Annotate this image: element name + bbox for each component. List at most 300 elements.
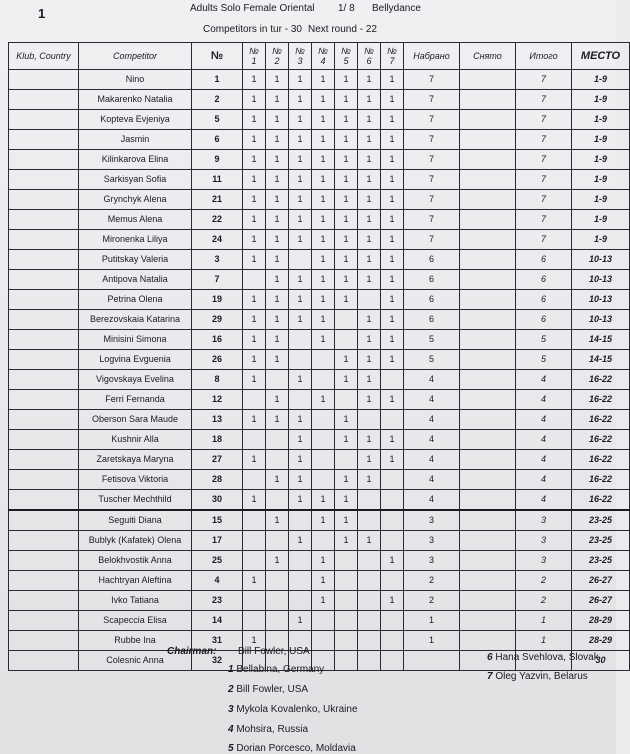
judge-mark xyxy=(335,390,358,410)
nabrano-cell: 4 xyxy=(404,490,460,511)
competitor-number: 15 xyxy=(192,510,243,531)
judge-mark xyxy=(289,250,312,270)
competitor-number: 13 xyxy=(192,410,243,430)
judge-mark: 1 xyxy=(243,490,266,511)
competitor-number: 18 xyxy=(192,430,243,450)
table-row xyxy=(9,490,630,511)
judge-mark xyxy=(358,510,381,531)
itogo-cell: 7 xyxy=(516,110,572,130)
judge-mark: 1 xyxy=(266,210,289,230)
judge-mark: 1 xyxy=(289,170,312,190)
judge-header-1: № 1 xyxy=(243,43,266,70)
table-row xyxy=(9,370,630,390)
judge-mark: 1 xyxy=(266,510,289,531)
judge-mark: 1 xyxy=(335,190,358,210)
snyato-cell xyxy=(460,230,516,250)
snyato-cell xyxy=(460,571,516,591)
judge-number: 5 xyxy=(228,743,234,754)
judge-mark xyxy=(312,350,335,370)
place-cell: 14-15 xyxy=(572,330,630,350)
itogo-cell: 4 xyxy=(516,410,572,430)
judge-mark: 1 xyxy=(289,370,312,390)
competitor-number: 28 xyxy=(192,470,243,490)
club-cell xyxy=(9,631,79,651)
judge-mark: 1 xyxy=(358,330,381,350)
judge-mark: 1 xyxy=(335,70,358,90)
itogo-cell: 6 xyxy=(516,270,572,290)
judge-mark xyxy=(289,390,312,410)
judge-mark: 1 xyxy=(335,510,358,531)
competitor-number: 11 xyxy=(192,170,243,190)
snyato-cell xyxy=(460,130,516,150)
place-cell: 1-9 xyxy=(572,230,630,250)
judge-mark: 1 xyxy=(312,150,335,170)
itogo-cell: 7 xyxy=(516,70,572,90)
nabrano-cell: 2 xyxy=(404,591,460,611)
club-header: Klub, Country xyxy=(9,43,79,70)
judge-mark: 1 xyxy=(358,350,381,370)
judge-mark: 1 xyxy=(312,230,335,250)
judge-mark: 1 xyxy=(381,110,404,130)
judge-mark: 1 xyxy=(358,230,381,250)
judge-mark: 1 xyxy=(335,150,358,170)
judge-mark: 1 xyxy=(289,430,312,450)
judge-mark xyxy=(243,551,266,571)
judge-mark: 1 xyxy=(243,450,266,470)
judge-mark xyxy=(335,631,358,651)
judge-mark: 1 xyxy=(289,410,312,430)
snyato-cell xyxy=(460,591,516,611)
nabrano-cell: 7 xyxy=(404,150,460,170)
club-cell xyxy=(9,170,79,190)
judge-mark: 1 xyxy=(358,250,381,270)
results-body xyxy=(9,70,630,671)
judge-mark: 1 xyxy=(289,190,312,210)
judge-mark: 1 xyxy=(381,270,404,290)
judge-mark: 1 xyxy=(266,410,289,430)
table-row xyxy=(9,631,630,651)
header-row xyxy=(9,43,630,70)
itogo-cell: 5 xyxy=(516,330,572,350)
judge-mark xyxy=(335,591,358,611)
competitor-number: 32 xyxy=(192,651,243,671)
club-cell xyxy=(9,70,79,90)
nabrano-cell: 4 xyxy=(404,430,460,450)
judge-mark xyxy=(243,591,266,611)
competitor-number: 9 xyxy=(192,150,243,170)
judge-mark xyxy=(243,531,266,551)
table-row xyxy=(9,130,630,150)
judge-mark xyxy=(289,551,312,571)
judge-mark: 1 xyxy=(381,350,404,370)
club-cell xyxy=(9,531,79,551)
judge-mark: 1 xyxy=(312,510,335,531)
itogo-cell: 3 xyxy=(516,531,572,551)
judge-header-7: № 7 xyxy=(381,43,404,70)
judge-mark: 1 xyxy=(381,150,404,170)
club-cell xyxy=(9,510,79,531)
itogo-cell: 7 xyxy=(516,190,572,210)
judge-mark xyxy=(243,510,266,531)
itogo-cell: 6 xyxy=(516,310,572,330)
nabrano-cell: 7 xyxy=(404,230,460,250)
itogo-cell: 2 xyxy=(516,571,572,591)
competitor-number: 14 xyxy=(192,611,243,631)
judge-mark xyxy=(381,410,404,430)
judge-mark: 1 xyxy=(266,250,289,270)
judge-mark xyxy=(243,611,266,631)
judge-name: Bill Fowler, USA xyxy=(236,684,309,695)
judge-mark: 1 xyxy=(289,110,312,130)
judge-mark xyxy=(381,531,404,551)
judge-mark xyxy=(266,490,289,511)
competitor-number: 26 xyxy=(192,350,243,370)
judge-mark: 1 xyxy=(335,90,358,110)
club-cell xyxy=(9,611,79,631)
judge-mark: 1 xyxy=(312,250,335,270)
nabrano-cell: 4 xyxy=(404,390,460,410)
table-row xyxy=(9,230,630,250)
judge-mark: 1 xyxy=(358,370,381,390)
competitor-name: Fetisova Viktoria xyxy=(79,470,192,490)
nabrano-cell: 2 xyxy=(404,571,460,591)
club-cell xyxy=(9,591,79,611)
place-cell: 1-9 xyxy=(572,110,630,130)
competitor-name: Nino xyxy=(79,70,192,90)
club-cell xyxy=(9,390,79,410)
judge-mark: 1 xyxy=(358,170,381,190)
judge-mark: 1 xyxy=(381,551,404,571)
judge-mark xyxy=(289,591,312,611)
judge-entry xyxy=(228,724,308,735)
snyato-header: Снято xyxy=(460,43,516,70)
judge-mark: 1 xyxy=(358,210,381,230)
judge-mark: 1 xyxy=(266,470,289,490)
judge-mark xyxy=(289,510,312,531)
nabrano-cell: 4 xyxy=(404,450,460,470)
place-cell: 28-29 xyxy=(572,631,630,651)
judge-mark xyxy=(266,450,289,470)
nabrano-cell: 7 xyxy=(404,90,460,110)
judge-mark: 1 xyxy=(243,70,266,90)
itogo-cell: 4 xyxy=(516,450,572,470)
judge-mark: 1 xyxy=(243,571,266,591)
judge-mark xyxy=(266,370,289,390)
judge-mark: 1 xyxy=(266,230,289,250)
table-row xyxy=(9,330,630,350)
club-cell xyxy=(9,571,79,591)
judge-mark: 1 xyxy=(312,70,335,90)
table-row xyxy=(9,170,630,190)
next-round-value: 22 xyxy=(365,24,377,35)
competitors-label: Competitors in tur - xyxy=(203,24,289,35)
judge-mark: 1 xyxy=(243,90,266,110)
itogo-cell: 5 xyxy=(516,350,572,370)
judge-mark: 1 xyxy=(381,170,404,190)
competitor-name: Kushnir Alla xyxy=(79,430,192,450)
competitor-name: Zaretskaya Maryna xyxy=(79,450,192,470)
judge-number: 7 xyxy=(487,671,493,682)
judge-mark xyxy=(243,270,266,290)
club-cell xyxy=(9,651,79,671)
competitor-name: Scapeccia Elisa xyxy=(79,611,192,631)
place-cell: 26-27 xyxy=(572,571,630,591)
table-row xyxy=(9,190,630,210)
competitor-number: 24 xyxy=(192,230,243,250)
judge-mark: 1 xyxy=(243,410,266,430)
nabrano-cell: 7 xyxy=(404,190,460,210)
place-cell: 1-9 xyxy=(572,170,630,190)
judge-mark: 1 xyxy=(243,250,266,270)
snyato-cell xyxy=(460,170,516,190)
competitor-number: 22 xyxy=(192,210,243,230)
place-cell: 1-9 xyxy=(572,90,630,110)
judge-mark: 1 xyxy=(266,390,289,410)
club-cell xyxy=(9,490,79,511)
judge-mark: 1 xyxy=(289,611,312,631)
judge-entry xyxy=(228,684,308,695)
nabrano-cell: 1 xyxy=(404,631,460,651)
nabrano-cell: 3 xyxy=(404,551,460,571)
judge-name: Bellabina, Germany xyxy=(236,664,325,675)
judge-mark xyxy=(335,651,358,671)
judge-mark: 1 xyxy=(358,450,381,470)
itogo-cell: 4 xyxy=(516,430,572,450)
judge-mark: 1 xyxy=(289,210,312,230)
place-cell: 1-9 xyxy=(572,70,630,90)
judge-mark: 1 xyxy=(243,370,266,390)
judge-number: 4 xyxy=(228,724,234,735)
snyato-cell xyxy=(460,430,516,450)
judge-entry xyxy=(228,664,324,675)
competitor-name: Ivko Tatiana xyxy=(79,591,192,611)
judge-mark xyxy=(312,410,335,430)
itogo-cell: 4 xyxy=(516,370,572,390)
place-cell: 10-13 xyxy=(572,270,630,290)
snyato-cell xyxy=(460,110,516,130)
club-cell xyxy=(9,450,79,470)
judge-entry xyxy=(487,652,599,663)
judge-mark: 1 xyxy=(312,290,335,310)
place-cell: 10-13 xyxy=(572,290,630,310)
itogo-cell: 7 xyxy=(516,150,572,170)
judge-mark xyxy=(335,611,358,631)
judge-mark: 1 xyxy=(312,390,335,410)
place-cell: 14-15 xyxy=(572,350,630,370)
judge-mark: 1 xyxy=(381,190,404,210)
club-cell xyxy=(9,310,79,330)
competitor-name: Hachtryan Aleftina xyxy=(79,571,192,591)
judge-number: 2 xyxy=(228,684,234,695)
judge-mark xyxy=(312,611,335,631)
judge-mark: 1 xyxy=(358,70,381,90)
judge-mark xyxy=(358,651,381,671)
judge-mark: 1 xyxy=(312,210,335,230)
itogo-cell: 7 xyxy=(516,90,572,110)
table-row xyxy=(9,310,630,330)
snyato-cell xyxy=(460,510,516,531)
snyato-cell xyxy=(460,531,516,551)
judge-header-3: № 3 xyxy=(289,43,312,70)
judge-mark: 1 xyxy=(266,150,289,170)
judge-mark: 1 xyxy=(335,470,358,490)
place-cell: 10-13 xyxy=(572,310,630,330)
judge-mark: 1 xyxy=(358,150,381,170)
judge-mark: 1 xyxy=(243,130,266,150)
judge-mark: 1 xyxy=(335,250,358,270)
judge-mark xyxy=(335,310,358,330)
competitor-name: Grynchyk Alena xyxy=(79,190,192,210)
table-row xyxy=(9,110,630,130)
competitor-name: Belokhvostik Anna xyxy=(79,551,192,571)
judge-name: Oleg Yazvin, Belarus xyxy=(495,671,588,682)
competitor-number: 3 xyxy=(192,250,243,270)
next-round-label: Next round - xyxy=(308,24,364,35)
snyato-cell xyxy=(460,290,516,310)
snyato-cell xyxy=(460,310,516,330)
competitor-name: Berezovskaia Katarina xyxy=(79,310,192,330)
judge-mark: 1 xyxy=(312,551,335,571)
competitors-count xyxy=(203,24,302,35)
competitor-name: Kopteva Evjeniya xyxy=(79,110,192,130)
judge-mark: 1 xyxy=(243,230,266,250)
club-cell xyxy=(9,210,79,230)
judge-mark xyxy=(266,571,289,591)
number-header: № xyxy=(192,43,243,70)
nabrano-cell: 6 xyxy=(404,290,460,310)
table-row xyxy=(9,430,630,450)
place-cell: 16-22 xyxy=(572,410,630,430)
judge-mark: 1 xyxy=(312,330,335,350)
judge-mark: 1 xyxy=(335,350,358,370)
judge-mark: 1 xyxy=(381,250,404,270)
table-row xyxy=(9,510,630,531)
judge-mark: 1 xyxy=(335,430,358,450)
itogo-header: Итого xyxy=(516,43,572,70)
competitor-number: 23 xyxy=(192,591,243,611)
judge-mark xyxy=(381,651,404,671)
judge-mark xyxy=(312,450,335,470)
competitor-name: Kilinkarova Elina xyxy=(79,150,192,170)
competitor-number: 25 xyxy=(192,551,243,571)
judge-mark: 1 xyxy=(381,310,404,330)
table-row xyxy=(9,450,630,470)
place-cell: 23-25 xyxy=(572,510,630,531)
competitor-number: 31 xyxy=(192,631,243,651)
club-cell xyxy=(9,410,79,430)
judge-name: Hana Svehlova, Slovak xyxy=(495,652,599,663)
table-row xyxy=(9,410,630,430)
nabrano-cell: 3 xyxy=(404,510,460,531)
club-cell xyxy=(9,270,79,290)
judge-number: 6 xyxy=(487,652,493,663)
judge-mark: 1 xyxy=(335,410,358,430)
place-cell: 16-22 xyxy=(572,470,630,490)
judge-mark: 1 xyxy=(243,210,266,230)
club-cell xyxy=(9,90,79,110)
judge-name: Mohsira, Russia xyxy=(236,724,309,735)
judge-header-5: № 5 xyxy=(335,43,358,70)
chairman-name: Bill Fowler, USA xyxy=(238,646,310,657)
judge-mark: 1 xyxy=(312,571,335,591)
club-cell xyxy=(9,350,79,370)
table-row xyxy=(9,150,630,170)
mesto-header: МЕСТО xyxy=(572,43,630,70)
club-cell xyxy=(9,470,79,490)
snyato-cell xyxy=(460,390,516,410)
judge-name: Mykola Kovalenko, Ukraine xyxy=(236,704,358,715)
judge-mark: 1 xyxy=(312,90,335,110)
judge-mark xyxy=(381,631,404,651)
judge-header-6: № 6 xyxy=(358,43,381,70)
judge-mark: 1 xyxy=(335,531,358,551)
judge-mark xyxy=(358,571,381,591)
snyato-cell xyxy=(460,210,516,230)
judge-mark: 1 xyxy=(335,290,358,310)
judge-mark: 1 xyxy=(266,190,289,210)
nabrano-cell: 4 xyxy=(404,370,460,390)
snyato-cell xyxy=(460,470,516,490)
nabrano-cell: 3 xyxy=(404,531,460,551)
snyato-cell xyxy=(460,330,516,350)
judge-mark: 1 xyxy=(243,631,266,651)
snyato-cell xyxy=(460,551,516,571)
nabrano-header: Набрано xyxy=(404,43,460,70)
place-cell: 16-22 xyxy=(572,390,630,410)
judge-mark xyxy=(289,571,312,591)
table-row xyxy=(9,390,630,410)
competitor-number: 7 xyxy=(192,270,243,290)
judge-mark: 1 xyxy=(381,450,404,470)
table-row xyxy=(9,611,630,631)
judge-mark: 1 xyxy=(289,531,312,551)
judge-mark xyxy=(358,631,381,651)
competitor-number: 6 xyxy=(192,130,243,150)
snyato-cell xyxy=(460,70,516,90)
judge-mark: 1 xyxy=(266,70,289,90)
judge-mark: 1 xyxy=(289,450,312,470)
judge-number: 3 xyxy=(228,704,234,715)
judge-mark: 1 xyxy=(381,210,404,230)
table-row xyxy=(9,70,630,90)
judge-header-2: № 2 xyxy=(266,43,289,70)
judge-mark xyxy=(358,290,381,310)
club-cell xyxy=(9,330,79,350)
competitor-name: Oberson Sara Maude xyxy=(79,410,192,430)
judge-mark: 1 xyxy=(289,290,312,310)
table-row xyxy=(9,290,630,310)
club-cell xyxy=(9,230,79,250)
table-row xyxy=(9,470,630,490)
itogo-cell: 4 xyxy=(516,470,572,490)
nabrano-cell: 7 xyxy=(404,210,460,230)
judge-mark xyxy=(243,390,266,410)
nabrano-cell: 1 xyxy=(404,611,460,631)
competitor-number: 4 xyxy=(192,571,243,591)
judge-mark: 1 xyxy=(289,90,312,110)
judge-mark xyxy=(335,571,358,591)
table-row xyxy=(9,90,630,110)
nabrano-cell: 6 xyxy=(404,250,460,270)
judge-mark: 1 xyxy=(266,110,289,130)
competitor-name: Bublyk (Kafatek) Olena xyxy=(79,531,192,551)
judge-mark xyxy=(381,490,404,511)
place-cell: 16-22 xyxy=(572,430,630,450)
club-cell xyxy=(9,290,79,310)
itogo-cell: 7 xyxy=(516,170,572,190)
judge-mark: 1 xyxy=(335,130,358,150)
judge-mark: 1 xyxy=(358,430,381,450)
